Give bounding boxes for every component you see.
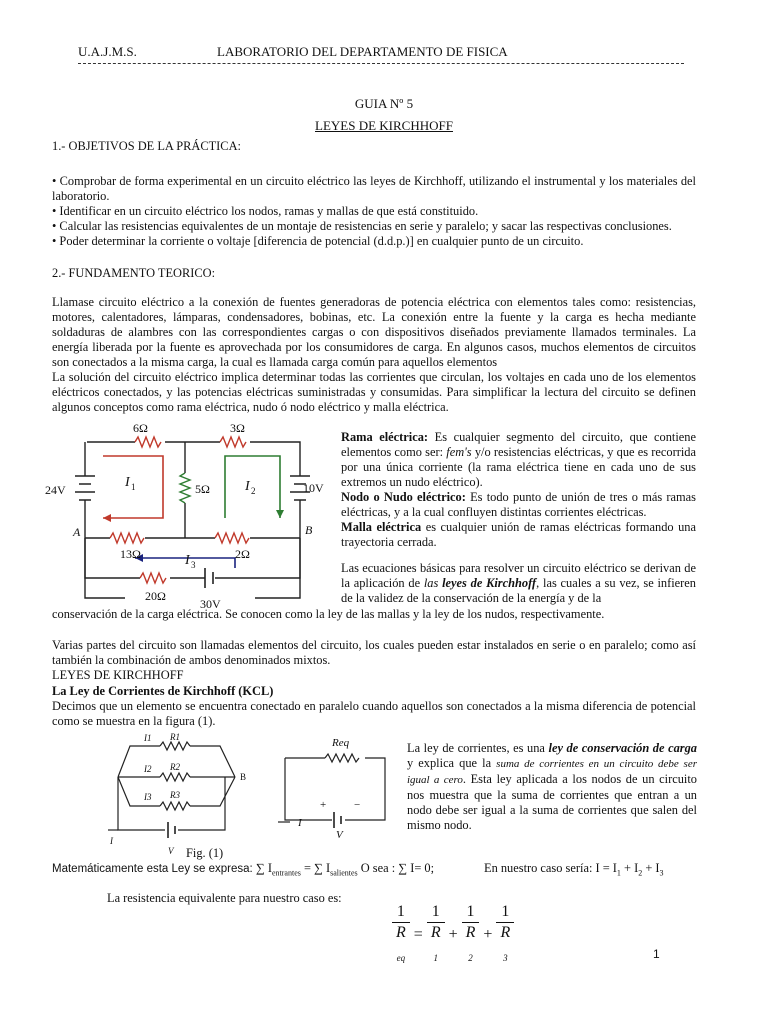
svg-text:I: I: [110, 836, 113, 846]
label-node-a: A: [73, 525, 81, 539]
svg-text:1: 1: [131, 482, 136, 492]
resistor-2ohm: [215, 533, 249, 543]
header-divider: [78, 63, 684, 64]
plus-sign: +: [320, 799, 327, 811]
svg-text:V: V: [336, 829, 343, 841]
label-6ohm: 6Ω: [133, 421, 148, 435]
objectives-heading: 1.- OBJETIVOS DE LA PRÁCTICA:: [52, 139, 241, 153]
header-department: LABORATORIO DEL DEPARTAMENTO DE FISICA: [217, 44, 508, 59]
label-30v: 30V: [200, 597, 221, 608]
label-i1: I: [125, 475, 130, 490]
resistor-6ohm: [135, 437, 161, 447]
svg-text:2: 2: [251, 486, 256, 496]
battery-30v: [205, 568, 213, 588]
svg-text:I2: I2: [144, 764, 152, 774]
theory-paragraph-1: Llamase circuito eléctrico a la conexión de fuentes generadoras de potencia eléctrica con elementos tales como: resistencias, motores, calentadores, lámparas, condensadores, bobinas, etc. La conexión entre la fuente y la carga es hecha mediante soldaduras de alambres con las correspondientes cargas o con dispositivos diseñados previamente llamados terminales. La energía liberada por la fuente es aprovechada por los consumidores de carga. En algunos casos, muchos elementos de circuitos son conectados a la misma carga, la cual es llamada carga común para aquellos elementos: [52, 295, 696, 369]
resistor-20ohm: [140, 573, 166, 583]
svg-text:R1: R1: [170, 732, 180, 742]
laws-heading: LEYES DE KIRCHHOFF: [52, 668, 184, 682]
svg-text:I3: I3: [144, 792, 152, 802]
svg-text:R2: R2: [170, 762, 180, 772]
objective-item: • Poder determinar la corriente o voltaje [diferencia de potencial (d.d.p.)] en cualquier punto de un circuito.: [52, 234, 584, 248]
kirchhoff-circuit-diagram: [45, 418, 335, 608]
theory-paragraph-2: La solución del circuito eléctrico implica determinar todas las corrientes que circulan, los voltajes en cada uno de los elementos eléctricos conectados, y las potencias eléctricas suministradas y consumidas. Para simplificar la lectura del circuito se definen algunos conceptos como rama eléctrica, nudo ó nodo eléctrico y malla eléctrica.: [52, 370, 696, 414]
label-i2: I: [245, 479, 250, 494]
label-i3: I: [185, 553, 190, 568]
kcl-paragraph: Decimos que un elemento se encuentra conectado en paralelo cuando aquellos son conectados a la misma diferencia de potencial como se muestra en la figura (1).: [52, 699, 696, 728]
svg-text:V: V: [168, 846, 174, 856]
equivalent-resistance-formula: 1 R $_{eq}$ = 1 R $_1$ + 1 R $_2$ + 1 R $_3$: [392, 902, 514, 968]
label-24v: 24V: [45, 483, 66, 497]
label-20ohm: 20Ω: [145, 589, 166, 603]
elements-paragraph: Varias partes del circuito son llamadas elementos del circuito, los cuales pueden estar instalados en serie o en paralelo; como así también la combinación de ambos denominados mixtos.: [52, 638, 696, 667]
parallel-circuit-figure: [100, 732, 260, 862]
resistor-3ohm: [220, 437, 246, 447]
svg-text:I: I: [298, 817, 302, 829]
header-institution: U.A.J.M.S.: [78, 44, 137, 59]
kcl-formula: Matemáticamente esta Ley se expresa: ∑ $I_{entrantes}$ = ∑ $I_{salientes}$ O sea : ∑ I= 0;: [52, 861, 435, 878]
label-5ohm: 5Ω: [195, 482, 210, 496]
minus-sign: −: [354, 799, 361, 811]
label-10v: 10V: [303, 481, 324, 495]
svg-text:3: 3: [191, 560, 196, 570]
battery-24v: [75, 476, 95, 500]
svg-text:I1: I1: [144, 733, 152, 743]
definitions-block: Rama eléctrica: Es cualquier segmento del circuito, que contiene elementos como ser: fem's y/o resistencias eléctricas, y que es recorrida por una única corriente (la rama eléctrica tiene en cada uno de sus extremos un nudo eléctrico). Nodo o Nudo eléctrico: Es todo punto de unión de tres o más ramas eléctricas, y a la cual confluyen distintas corrientes eléctricas. Malla eléctrica es cualquier unión de ramas eléctricas formando una trayectoria cerrada.: [341, 430, 696, 549]
svg-text:B: B: [240, 772, 247, 782]
label-13ohm: 13Ω: [120, 547, 141, 561]
objective-item: • Comprobar de forma experimental en un circuito eléctrico las leyes de Kirchhoff, utilizando el instrumental y los materiales del laboratorio.: [52, 174, 696, 203]
resistor-13ohm: [110, 533, 144, 543]
label-node-b: B: [305, 523, 313, 537]
objectives-list: [52, 174, 696, 249]
kirchhoff-intro: Las ecuaciones básicas para resolver un circuito eléctrico se derivan de la aplicación de las leyes de Kirchhoff, las cuales a su vez, se infieren de la validez de la conservación de la energía y de la: [341, 561, 696, 605]
svg-text:Req: Req: [332, 737, 350, 749]
label-3ohm: 3Ω: [230, 421, 245, 435]
kcl-heading: La Ley de Corrientes de Kirchhoff (KCL): [52, 684, 274, 698]
guide-number: GUIA Nº 5: [354, 96, 414, 111]
kcl-our-case: En nuestro caso sería: $I = I_1 + I_2 + I_3$: [484, 861, 664, 878]
kcl-explanation: La ley de corrientes, es una ley de conservación de carga y explica que la suma de corrientes en un circuito debe ser igual a cero. Esta ley aplicada a los nodos de un circuito nos muestra que la suma de corrientes que entran a un nodo debe ser igual a la suma de corrientes que salen del mismo nodo.: [407, 741, 698, 832]
label-2ohm: 2Ω: [235, 547, 250, 561]
kirchhoff-intro-end: conservación de la carga eléctrica. Se conocen como la ley de las mallas y la ley de los nudos, respectivamente.: [52, 607, 605, 621]
theory-heading: 2.- FUNDAMENTO TEORICO:: [52, 266, 216, 280]
objective-item: • Identificar en un circuito eléctrico los nodos, ramas y mallas de que está constituido.: [52, 204, 479, 218]
figure-caption: Fig. (1): [186, 846, 224, 860]
objective-item: • Calcular las resistencias equivalentes de un montaje de resistencias en serie y paralelo; y sacar las respectivas conclusiones.: [52, 219, 672, 233]
page-number: 1: [653, 947, 660, 961]
resistor-5ohm: [180, 473, 190, 503]
svg-text:R3: R3: [170, 790, 180, 800]
page-title: LEYES DE KIRCHHOFF: [315, 118, 453, 133]
equivalent-label: La resistencia equivalente para nuestro caso es:: [107, 891, 342, 905]
equivalent-circuit-figure: [270, 730, 400, 845]
